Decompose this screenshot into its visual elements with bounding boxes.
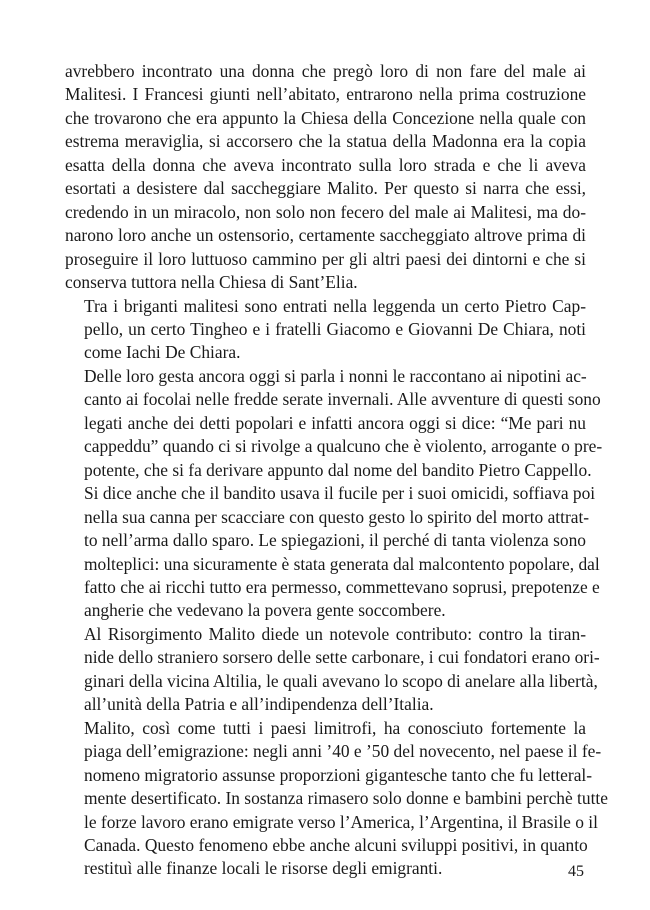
text-line: to nell’arma dallo sparo. Le spiegazioni, il perché di tanta violenza sono	[84, 530, 586, 551]
text-line: legati anche dei detti popolari e infatti ancora oggi si dice: “Me pari nu	[84, 412, 586, 433]
text-line: avrebbero incontrato una donna che pregò loro di non fare del male ai	[65, 61, 586, 81]
text-line: Al Risorgimento Malito diede un notevole contributo: contro la tiran-	[84, 623, 586, 644]
text-line: all’unità della Patria e all’indipendenza dell’Italia.	[84, 694, 434, 715]
text-line: Malito, così come tutti i paesi limitrofi, ha conosciuto fortemente la	[84, 717, 586, 738]
page-body	[65, 60, 608, 881]
text-line: Malitesi. I Francesi giunti nell’abitato, entrarono nella prima costruzione	[65, 84, 586, 105]
text-line: angherie che vedevano la povera gente soccombere.	[84, 600, 446, 621]
text-line: restituì alle finanze locali le risorse degli emigranti.	[84, 858, 443, 879]
text-line: nomeno migratorio assunse proporzioni gigantesche tanto che fu letteral-	[84, 764, 593, 785]
text-line: canto ai focolai nelle fredde serate invernali. Alle avventure di questi sono	[84, 389, 601, 410]
text-line: come Iachi De Chiara.	[84, 342, 241, 363]
text-line: che trovarono che era appunto la Chiesa della Concezione nella quale con	[65, 107, 586, 128]
page-number: 45	[568, 863, 584, 880]
text-line: conserva tuttora nella Chiesa di Sant’Elia.	[65, 272, 358, 293]
text-line: potente, che si fa derivare appunto dal nome del bandito Pietro Cappello.	[84, 459, 592, 480]
text-body	[65, 60, 608, 881]
text-line: cappeddu” quando ci si rivolge a qualcuno che è violento, arrogante o pre-	[84, 436, 603, 457]
text-line: Tra i briganti malitesi sono entrati nella leggenda un certo Pietro Cap-	[84, 295, 586, 316]
text-line: credendo in un miracolo, non solo non fecero del male ai Malitesi, ma do-	[65, 201, 586, 222]
paragraph	[65, 295, 586, 365]
text-line: nella sua canna per scacciare con questo gesto lo spirito del morto attrat-	[84, 506, 590, 527]
text-line: esortati a desistere dal saccheggiare Malito. Per questo si narra che essi,	[65, 178, 586, 199]
text-line: molteplici: una sicuramente è stata generata dal malcontento popolare, dal	[84, 553, 600, 574]
paragraph	[65, 717, 608, 881]
text-line: narono loro anche un ostensorio, certamente saccheggiato altrove prima di	[65, 225, 586, 246]
text-line: Si dice anche che il bandito usava il fucile per i suoi omicidi, soffiava poi	[84, 483, 596, 504]
text-line: Canada. Questo fenomeno ebbe anche alcuni sviluppi positivi, in quanto	[84, 834, 588, 855]
text-line: pello, un certo Tingheo e i fratelli Giacomo e Giovanni De Chiara, noti	[84, 318, 586, 339]
text-line: le forze lavoro erano emigrate verso l’America, l’Argentina, il Brasile o il	[84, 811, 598, 832]
text-line: mente desertificato. In sostanza rimasero solo donne e bambini perchè tutte	[84, 788, 608, 809]
text-line: proseguire il loro luttuoso cammino per gli altri paesi dei dintorni e che si	[65, 248, 586, 269]
text-line: fatto che ai ricchi tutto era permesso, commettevano soprusi, prepotenze e	[84, 576, 600, 597]
text-line: piaga dell’emigrazione: negli anni ’40 e ’50 del novecento, nel paese il fe-	[84, 741, 602, 762]
paragraph	[65, 365, 603, 623]
text-line: nide dello straniero sorsero delle sette carbonare, i cui fondatori erano ori-	[84, 647, 600, 668]
text-line: estrema meraviglia, si accorsero che la statua della Madonna era la copia	[65, 131, 586, 152]
paragraph	[65, 60, 586, 295]
text-line: ginari della vicina Altilia, le quali avevano lo scopo di anelare alla libertà,	[84, 670, 598, 691]
text-line: Delle loro gesta ancora oggi si parla i nonni le raccontano ai nipotini ac-	[84, 365, 587, 386]
text-line: esatta della donna che aveva incontrato sulla loro strada e che li aveva	[65, 154, 586, 175]
paragraph	[65, 623, 600, 717]
